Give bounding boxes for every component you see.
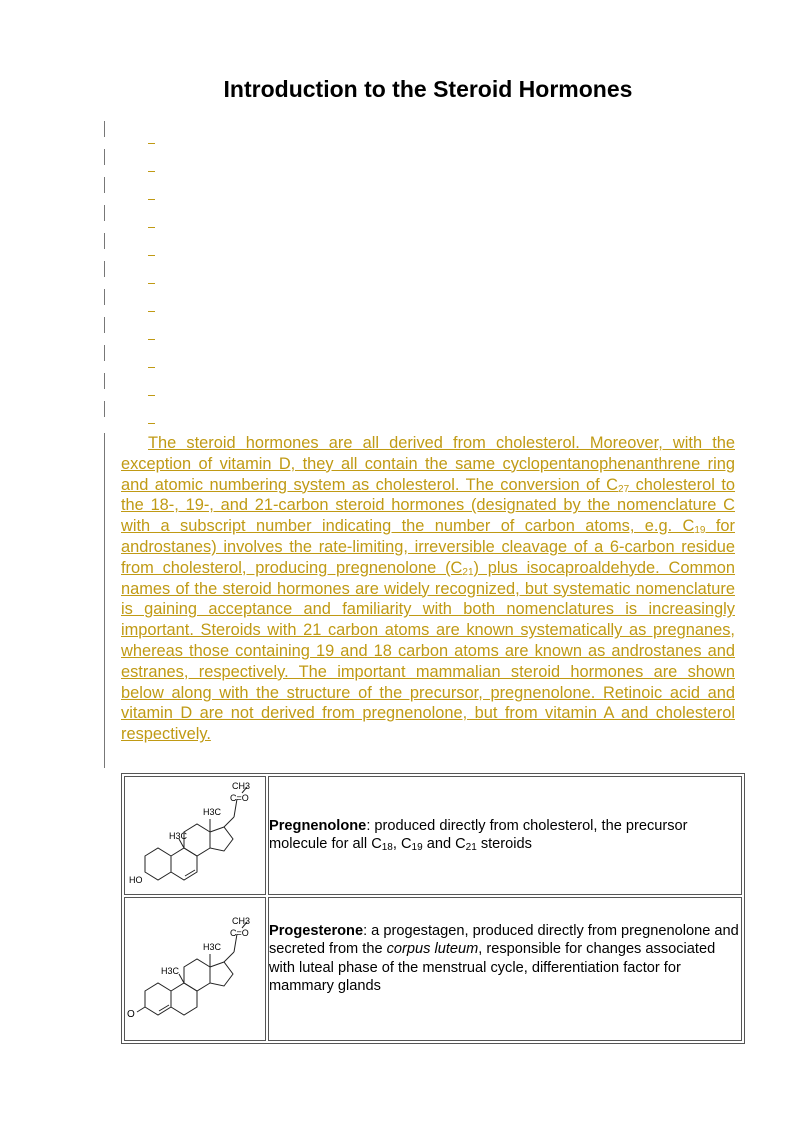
- methyl-label: H3C: [203, 941, 222, 952]
- empty-link[interactable]: [148, 395, 155, 396]
- ch3-label: CH3: [232, 915, 251, 926]
- empty-link[interactable]: [148, 199, 155, 200]
- empty-link[interactable]: [148, 143, 155, 144]
- carbonyl-label: C=O: [230, 927, 249, 938]
- methyl-label: H3C: [203, 807, 222, 817]
- empty-link[interactable]: [148, 423, 155, 424]
- table-row: [124, 776, 742, 895]
- empty-link[interactable]: [148, 339, 155, 340]
- intro-paragraph-link[interactable]: The steroid hormones are all derived from cholesterol. Moreover, with the exception of vitamin D, they all contain the same cyclopentanophenanthrene ring and atomic numbering system as cholesterol. The conversion of $C_{27}$ cholesterol to the 18-, 19-, and 21-carbon steroid hormones (designated by the nomenclature C with a subscript number indicating the number of carbon atoms, e.g. $C_{19}$ for androstanes) involves the rate-limiting, irreversible cleavage of a 6-carbon residue from cholesterol, producing pregnenolone $(C_{21})$ plus isocaproaldehyde. Common names of the steroid hormones are widely recognized, but systematic nomenclature is gaining acceptance and familiarity with both nomenclatures is increasingly important. Steroids with 21 carbon atoms are known systematically as pregnanes, whereas those containing 19 and 18 carbon atoms are known as androstanes and estranes, respectively. The important mammalian steroid hormones are shown below along with the structure of the precursor, pregnenolone. Retinoic acid and vitamin D are not derived from pregnenolone, but from vitamin A and cholesterol respectively.: [121, 434, 736, 744]
- empty-link[interactable]: [148, 283, 155, 284]
- steroid-name: Progesterone: [269, 922, 364, 939]
- methyl-label: H3C: [169, 831, 188, 841]
- hydroxyl-label: HO: [129, 875, 143, 885]
- table-row: [124, 897, 742, 1041]
- page-title: Introduction to the Steroid Hormones: [223, 76, 633, 102]
- ketone-oxygen-label: O: [127, 1008, 135, 1020]
- empty-link[interactable]: [148, 171, 155, 172]
- empty-link[interactable]: [148, 255, 155, 256]
- ch3-label: CH3: [232, 781, 251, 791]
- empty-link[interactable]: [148, 227, 155, 228]
- pregnenolone-structure-cell: [124, 776, 266, 895]
- methyl-label: H3C: [161, 965, 180, 976]
- pregnenolone-structure-image: [125, 777, 265, 888]
- steroid-name: Pregnenolone: [269, 817, 367, 834]
- pregnenolone-description: Pregnenolone: produced directly from cholesterol, the precursor molecule for all $C_{18}$, $C_{19}$ and $C_{21}$ steroids: [268, 776, 742, 895]
- empty-link[interactable]: [148, 311, 155, 312]
- empty-link[interactable]: [148, 367, 155, 368]
- progesterone-description: Progesterone: a progestagen, produced directly from pregnenolone and secreted from the corpus luteum, responsible for changes associated with luteal phase of the menstrual cycle, differentiation factor for mammary glands: [268, 897, 742, 1041]
- carbonyl-label: C=O: [230, 793, 249, 803]
- progesterone-structure-cell: [124, 897, 266, 1041]
- progesterone-structure-image: [125, 907, 265, 1025]
- steroid-table: [121, 773, 745, 1044]
